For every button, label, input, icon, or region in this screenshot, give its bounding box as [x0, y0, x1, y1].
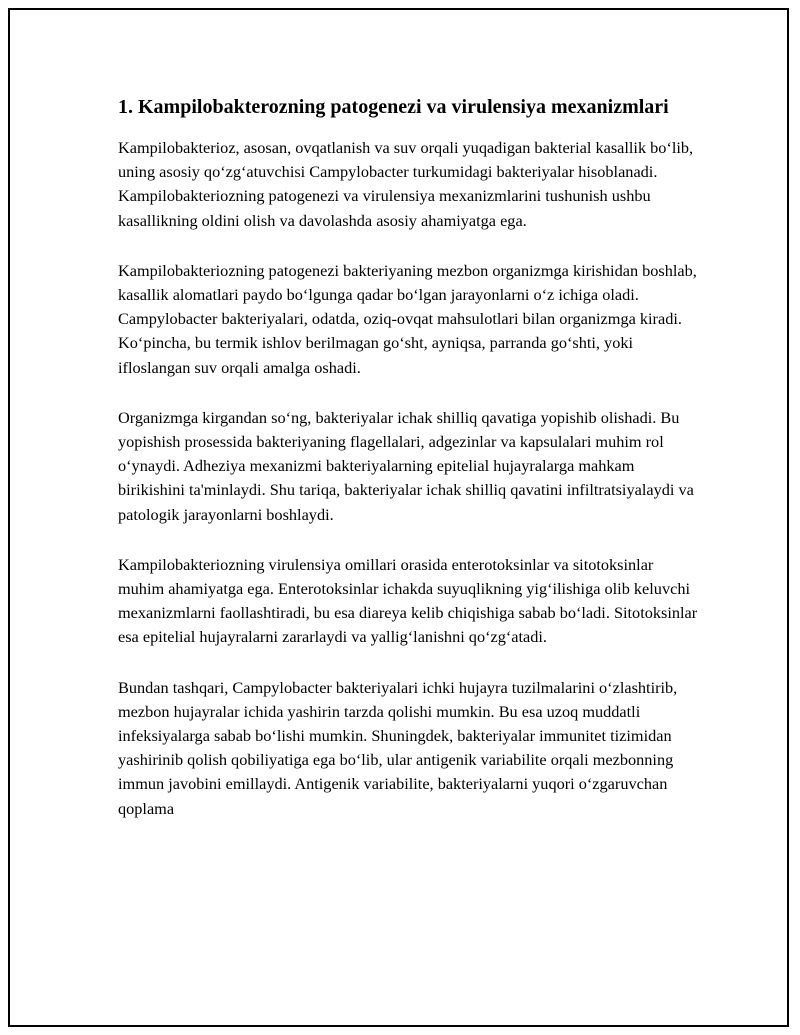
paragraph-virulence-factors: Kampilobakteriozning virulensiya omillari orasida enterotoksinlar va sitotoksinlar muhim ahamiyatga ega. Enterotoksinlar ichakda suyuqlikning yig‘ilishiga olib keluvchi mexanizmlarni faollashtiradi, bu esa diareya kelib chiqishiga sabab bo‘ladi. Sitotoksinlar esa epitelial hujayralarni zararlaydi va yallig‘lanishni qo‘zg‘atadi. — [118, 554, 698, 647]
document-body — [118, 94, 698, 847]
paragraph-pathogenesis: Kampilobakteriozning patogenezi bakteriyaning mezbon organizmga kirishidan boshlab, kasallik alomatlari paydo bo‘lgunga qadar bo‘lgan jarayonlarni o‘z ichiga oladi. Campylobacter bakteriyalari, odatda, oziq-ovqat mahsulotlari bilan organizmga kiradi. Ko‘pincha, bu termik ishlov berilmagan go‘sht, ayniqsa, parranda go‘shti, yoki ifloslangan suv orqali amalga oshadi. — [118, 260, 697, 377]
paragraph-immune-evasion: Bundan tashqari, Campylobacter bakteriyalari ichki hujayra tuzilmalarini o‘zlashtirib, mezbon hujayralar ichida yashirin tarzda qolishi mumkin. Bu esa uzoq muddatli infeksiyalarga sabab bo‘lishi mumkin. Shuningdek, bakteriyalar immunitet tizimidan yashirinib qolish qobiliyatiga ega bo‘lib, ular antigenik variabilite orqali mezbonning immun javobini emillaydi. Antigenik variabilite, bakteriyalarni yuqori o‘zgaruvchan qoplama — [118, 677, 678, 818]
paragraph-adhesion: Organizmga kirgandan so‘ng, bakteriyalar ichak shilliq qavatiga yopishib olishadi. Bu yopishish prosessida bakteriyaning flagellalari, adgezinlar va kapsulalari muhim rol o‘ynaydi. Adheziya mexanizmi bakteriyalarning epitelial hujayralarga mahkam birikishini ta'minlaydi. Shu tariqa, bakteriyalar ichak shilliq qavatini infiltratsiyalaydi va patologik jarayonlarni boshlaydi. — [118, 407, 694, 524]
section-heading: 1. Kampilobakterozning patogenezi va virulensiya mexanizmlari — [118, 96, 669, 118]
paragraph-intro: Kampilobakterioz, asosan, ovqatlanish va suv orqali yuqadigan bakterial kasallik bo‘lib, uning asosiy qo‘zg‘atuvchisi Campylobacter turkumidagi bakteriyalar hisoblanadi. Kampilobakteriozning patogenezi va virulensiya mexanizmlarini tushunish ushbu kasallikning oldini olish va davolashda asosiy ahamiyatga ega. — [118, 138, 694, 230]
